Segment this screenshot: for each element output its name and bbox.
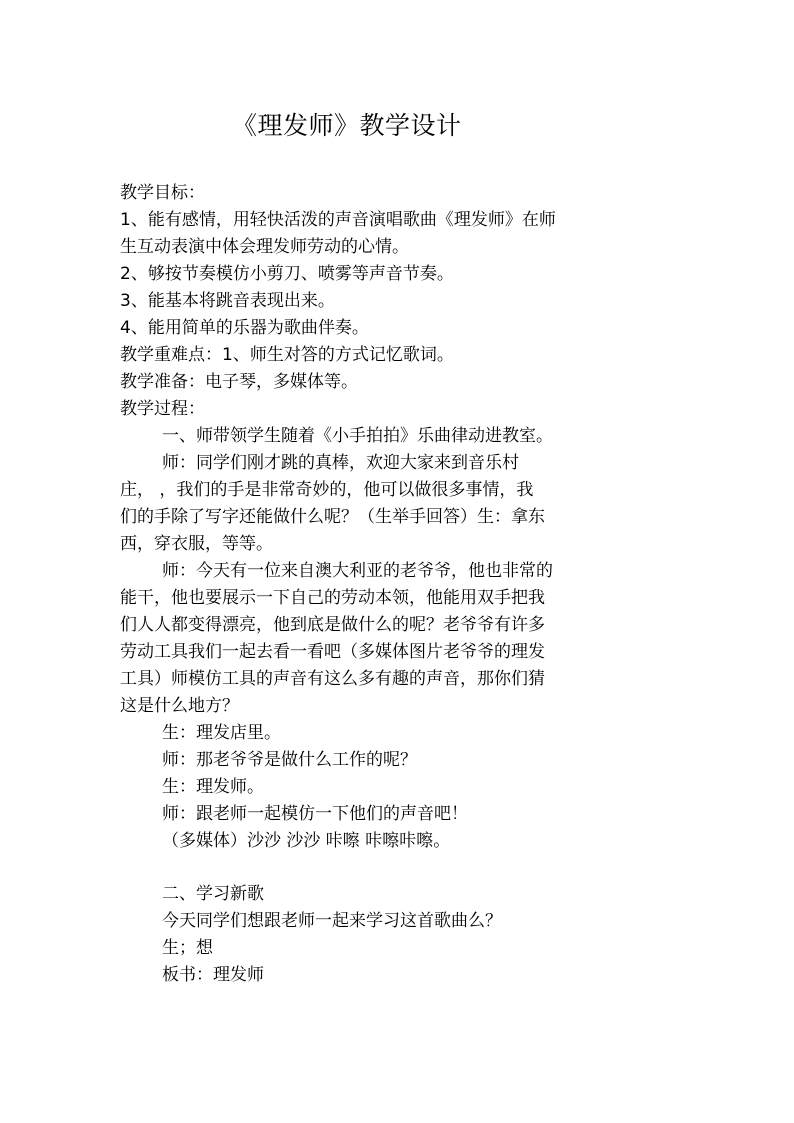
text-line: 4、能用简单的乐器为歌曲伴奏。 [120, 318, 369, 338]
text-line: 3、能基本将跳音表现出来。 [120, 291, 335, 311]
text-line: 能干，他也要展示一下自己的劳动本领，他能用双手把我 [120, 588, 545, 608]
text-line: 生；想 [162, 938, 213, 958]
text-line: 师：同学们刚才跳的真棒，欢迎大家来到音乐村 [162, 453, 519, 473]
text-line: 生：理发师。 [162, 777, 264, 797]
text-line: 这是什么地方？ [120, 696, 239, 716]
text-line: 教学目标： [120, 183, 205, 203]
text-line: 庄， ，我们的手是非常奇妙的，他可以做很多事情，我 [120, 480, 534, 500]
text-line: 师：今天有一位来自澳大利亚的老爷爷，他也非常的 [162, 561, 553, 581]
text-line: 们人人都变得漂亮，他到底是做什么的呢？老爷爷有许多 [120, 615, 545, 635]
text-line: 西，穿衣服，等等。 [120, 534, 273, 554]
text-line: 教学准备：电子琴，多媒体等。 [120, 372, 358, 392]
text-line: 生：理发店里。 [162, 723, 281, 743]
text-line: 1、能有感情，用轻快活泼的声音演唱歌曲《理发师》在师 [120, 210, 556, 230]
text-line: 生互动表演中体会理发师劳动的心情。 [120, 237, 409, 257]
section-heading: 二、学习新歌 [162, 884, 264, 904]
text-line: 教学过程： [120, 399, 205, 419]
text-line: 今天同学们想跟老师一起来学习这首歌曲么？ [162, 911, 502, 931]
document-body [120, 180, 680, 989]
text-line: 2、够按节奏模仿小剪刀、喷雾等声音节奏。 [120, 264, 454, 284]
text-line: （多媒体）沙沙 沙沙 咔嚓 咔嚓咔嚓。 [162, 831, 451, 851]
text-line: 板书：理发师 [162, 965, 264, 985]
blank-line [120, 855, 680, 881]
text-line: 劳动工具我们一起去看一看吧（多媒体图片老爷爷的理发 [120, 642, 545, 662]
text-line: 师：跟老师一起模仿一下他们的声音吧！ [162, 804, 468, 824]
text-line: 们的手除了写字还能做什么呢？（生举手回答）生：拿东 [120, 507, 545, 527]
text-line: 教学重难点：1、师生对答的方式记忆歌词。 [120, 345, 454, 365]
text-line: 一、师带领学生随着《小手拍拍》乐曲律动进教室。 [162, 426, 553, 446]
text-line: 工具）师模仿工具的声音有这么多有趣的声音，那你们猜 [120, 669, 545, 689]
text-line: 师：那老爷爷是做什么工作的呢？ [162, 750, 417, 770]
document-title: 《理发师》教学设计 [232, 111, 462, 140]
